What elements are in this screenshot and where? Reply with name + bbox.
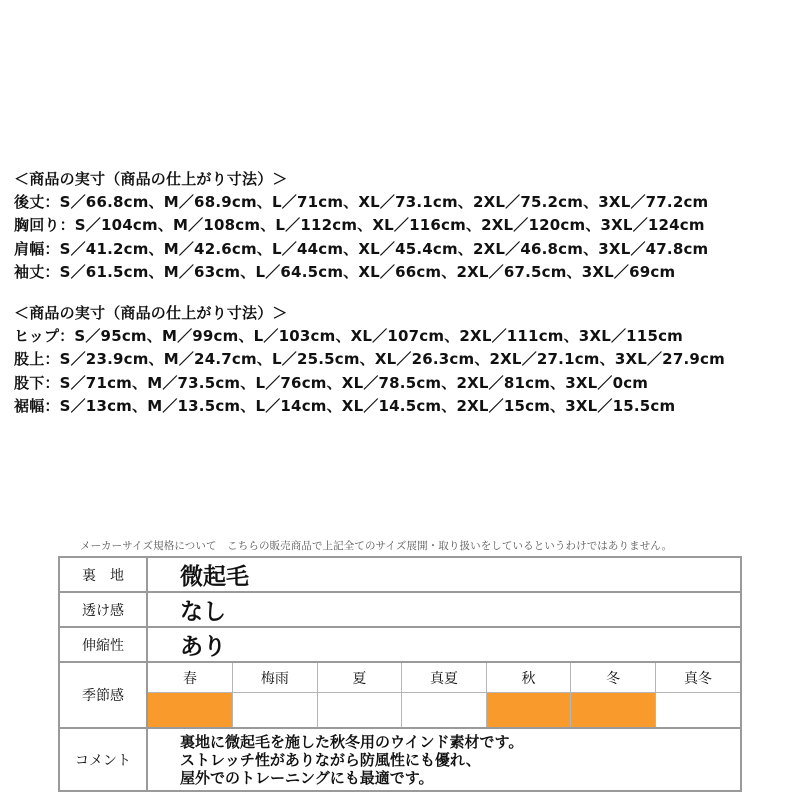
season-rainy: 梅雨 [233, 663, 318, 693]
season-indicator-autumn [486, 693, 571, 728]
spec-row-stretch [59, 627, 741, 662]
spec-table [58, 556, 742, 792]
season-indicator-rainy [233, 693, 318, 728]
comment-line: 屋外でのトレーニングにも最適です。 [180, 768, 434, 787]
season-indicator-spring [148, 693, 233, 728]
comment-line: 裏地に微起毛を施した秋冬用のウインド素材です。 [180, 732, 524, 751]
top-size-heading: ＜商品の実寸（商品の仕上がり寸法）＞ [14, 170, 288, 188]
transparency-label: 透け感 [59, 592, 147, 627]
season-label: 季節感 [59, 662, 147, 728]
season-summer: 夏 [317, 663, 402, 693]
season-indicator-summer [317, 693, 402, 728]
spec-row-transparency [59, 592, 741, 627]
size-row-sleeve: 袖丈：S／61.5cm、M／63cm、L／64.5cm、XL／66cm、2XL／67.5cm、3XL／69cm [14, 262, 676, 281]
spec-row-comment [59, 728, 741, 791]
season-midwinter: 真冬 [655, 663, 740, 693]
size-row-hip: ヒップ：S／95cm、M／99cm、L／103cm、XL／107cm、2XL／111cm、3XL／115cm [14, 327, 684, 346]
lining-label: 裏 地 [59, 557, 147, 592]
season-midsummer: 真夏 [402, 663, 487, 693]
season-header-row [148, 663, 740, 693]
size-row-shoulder: 肩幅：S／41.2cm、M／42.6cm、L／44cm、XL／45.4cm、2XL／46.8cm、3XL／47.8cm [14, 239, 709, 258]
maker-size-note: メーカーサイズ規格について こちらの販売商品で上記全てのサイズ展開・取り扱いをしているというわけではありません。 [80, 540, 673, 552]
bottom-size-block [14, 302, 725, 418]
season-indicator-midsummer [402, 693, 487, 728]
season-autumn: 秋 [486, 663, 571, 693]
spec-row-lining [59, 557, 741, 592]
comment-value [147, 728, 741, 791]
season-indicator-row [148, 693, 740, 728]
size-row-hem-width: 裾幅：S／13cm、M／13.5cm、L／14cm、XL／14.5cm、2XL／15cm、3XL／15.5cm [14, 396, 676, 415]
comment-label: コメント [59, 728, 147, 791]
season-winter: 冬 [571, 663, 656, 693]
spec-row-season [59, 662, 741, 728]
size-row-rise: 股上：S／23.9cm、M／24.7cm、L／25.5cm、XL／26.3cm、2XL／27.1cm、3XL／27.9cm [14, 350, 725, 369]
transparency-value: なし [147, 592, 741, 627]
stretch-label: 伸縮性 [59, 627, 147, 662]
comment-line: ストレッチ性がありながら防風性にも優れ、 [180, 750, 481, 769]
size-row-chest: 胸回り：S／104cm、M／108cm、L／112cm、XL／116cm、2XL／120cm、3XL／124cm [14, 216, 705, 235]
bottom-size-heading: ＜商品の実寸（商品の仕上がり寸法）＞ [14, 304, 288, 322]
season-spring: 春 [148, 663, 233, 693]
top-size-block [14, 168, 708, 284]
lining-value: 微起毛 [147, 557, 741, 592]
season-grid-cell [147, 662, 741, 728]
season-indicator-winter [571, 693, 656, 728]
season-indicator-midwinter [655, 693, 740, 728]
season-grid [148, 663, 740, 727]
size-row-back-length: 後丈：S／66.8cm、M／68.9cm、L／71cm、XL／73.1cm、2XL／75.2cm、3XL／77.2cm [14, 193, 709, 212]
stretch-value: あり [147, 627, 741, 662]
size-row-inseam: 股下：S／71cm、M／73.5cm、L／76cm、XL／78.5cm、2XL／81cm、3XL／0cm [14, 373, 649, 392]
